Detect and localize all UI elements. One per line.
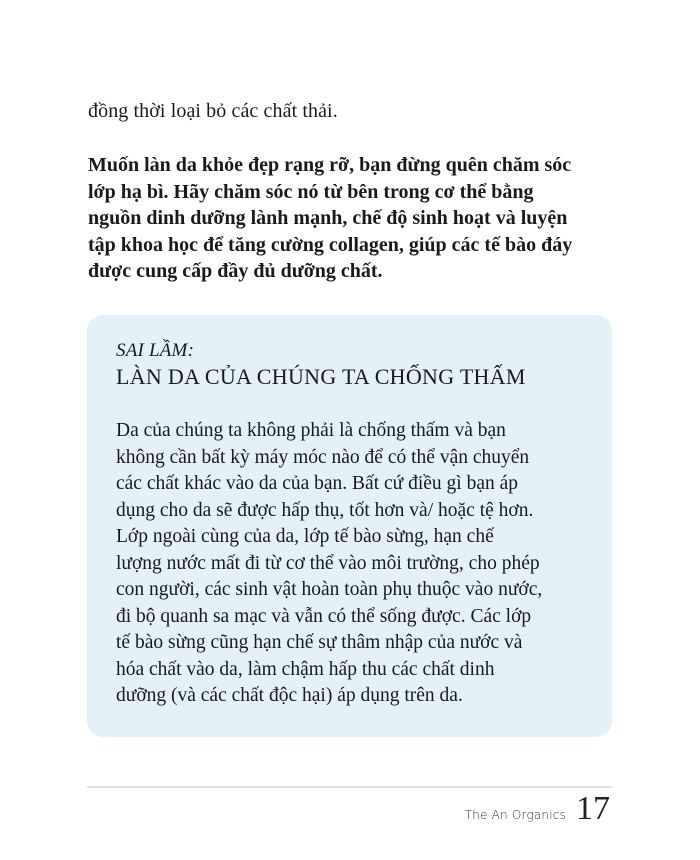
footer-brand: The An Organics (464, 808, 566, 822)
intro-line: đồng thời loại bỏ các chất thải. (88, 100, 338, 122)
callout-body-line: dụng cho da sẽ được hấp thụ, tốt hơn và/ hoặc tệ hơn. (116, 499, 534, 521)
callout-body-line: không cần bất kỳ máy móc nào để có thể vận chuyển (116, 446, 530, 468)
callout-body-line: hóa chất vào da, làm chậm hấp thu các chất dinh (116, 658, 495, 680)
callout-kicker: SAI LẦM: (116, 340, 195, 361)
page-number: 17 (576, 790, 610, 827)
callout-body-line: Da của chúng ta không phải là chống thấm và bạn (116, 420, 506, 441)
advice-line: tập khoa học để tăng cường collagen, giúp các tế bào đáy (88, 233, 573, 256)
advice-line: lớp hạ bì. Hãy chăm sóc nó từ bên trong cơ thể bằng (88, 180, 534, 203)
advice-line: Muốn làn da khỏe đẹp rạng rỡ, bạn đừng quên chăm sóc (88, 154, 572, 176)
callout-body (116, 418, 596, 710)
callout-body-line: lượng nước mất đi từ cơ thể vào môi trường, cho phép (116, 552, 540, 574)
advice-paragraph (88, 152, 628, 285)
callout-body-line: dưỡng (và các chất độc hại) áp dụng trên da. (116, 685, 463, 706)
footer-divider (87, 786, 612, 788)
advice-line: được cung cấp đầy đủ dưỡng chất. (88, 260, 383, 283)
callout-title: LÀN DA CỦA CHÚNG TA CHỐNG THẤM (116, 364, 526, 389)
myth-callout-box (87, 315, 612, 737)
callout-body-line: Lớp ngoài cùng của da, lớp tế bào sừng, hạn chế (116, 526, 494, 547)
advice-line: nguồn dinh dưỡng lành mạnh, chế độ sinh hoạt và luyện (88, 207, 568, 230)
callout-body-line: tế bào sừng cũng hạn chế sự thâm nhập của nước và (116, 632, 523, 653)
callout-body-line: con người, các sinh vật hoàn toàn phụ thuộc vào nước, (116, 579, 543, 600)
callout-body-line: đi bộ quanh sa mạc và vẫn có thể sống được. Các lớp (116, 605, 532, 627)
page-footer (465, 792, 610, 826)
callout-body-line: các chất khác vào da của bạn. Bất cứ điều gì bạn áp (116, 473, 519, 494)
